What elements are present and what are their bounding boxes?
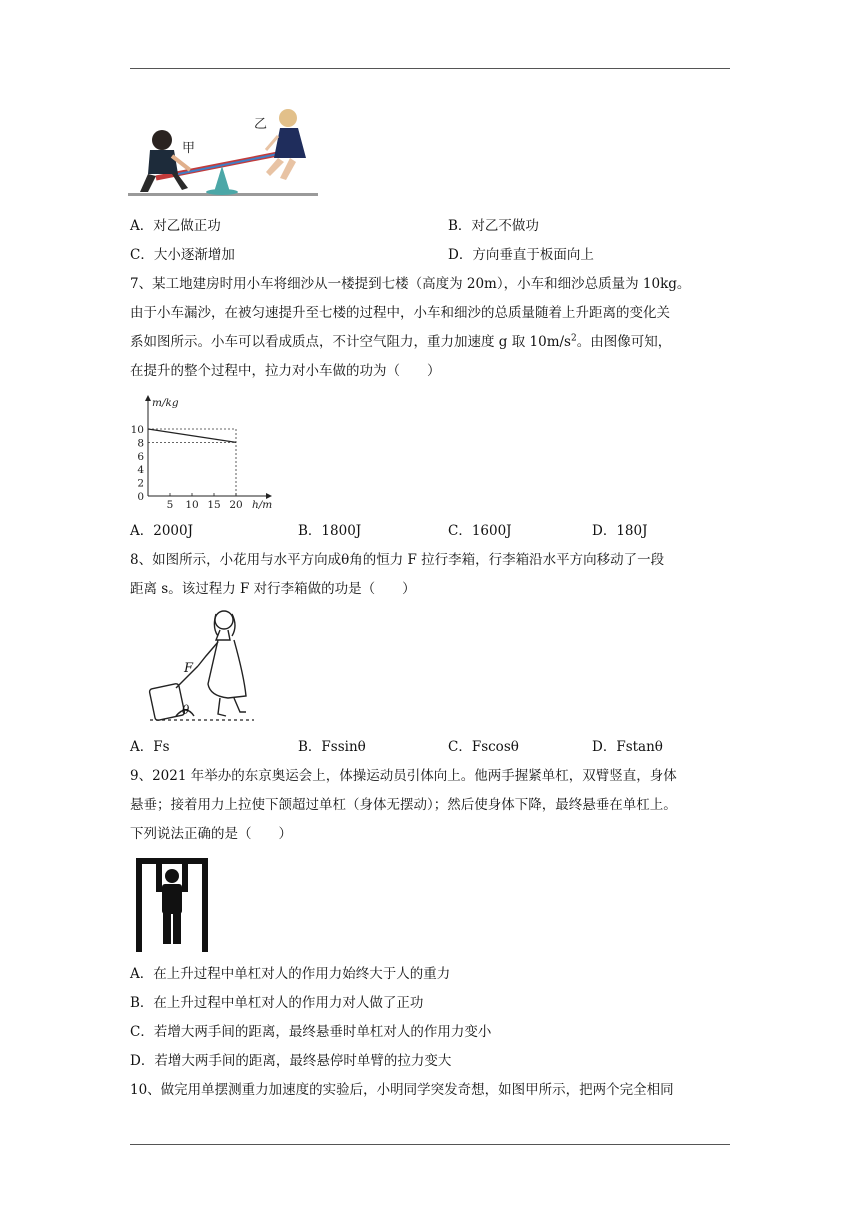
- y-tick-label: 0: [137, 491, 144, 503]
- seesaw-figure: [128, 100, 318, 200]
- q7-option-d: D．180J: [592, 523, 648, 539]
- q9-option-b: B．在上升过程中单杠对人的作用力对人做了正功: [130, 995, 424, 1011]
- q7-line-2: 由于小车漏沙，在被匀速提升至七楼的过程中，小车和细沙的总质量随着上升距离的变化关: [130, 305, 670, 321]
- y-tick-label: 4: [137, 464, 144, 477]
- q8-option-b: B．Fssinθ: [298, 739, 366, 755]
- yi-label: 乙: [254, 117, 268, 132]
- x-tick-label: 20: [229, 499, 243, 511]
- mass-height-chart: [128, 392, 278, 514]
- footer-rule: [130, 1144, 730, 1145]
- mass-series-line: [148, 429, 236, 442]
- q7-option-c: C．1600J: [448, 523, 512, 539]
- q7-superscript: 2: [570, 333, 577, 344]
- y-tick-label: 6: [137, 450, 144, 463]
- q9-line-3: 下列说法正确的是（ ）: [130, 826, 292, 842]
- q8-option-a: A．Fs: [130, 739, 170, 755]
- pullup-figure: [132, 856, 212, 952]
- force-label: F: [184, 661, 194, 676]
- x-tick-label: 5: [166, 499, 174, 511]
- y-axis-arrow: [145, 395, 151, 401]
- q9-option-c: C．若增大两手间的距离，最终悬垂时单杠对人的作用力变小: [130, 1024, 492, 1040]
- q10-line-1: 10、做完用单摆测重力加速度的实验后，小明同学突发奇想，如图甲所示，把两个完全相同: [130, 1082, 674, 1098]
- q9-option-a: A．在上升过程中单杠对人的作用力始终大于人的重力: [130, 966, 451, 982]
- q6-option-a: A．对乙做正功: [130, 218, 221, 234]
- q7-line-3: [130, 332, 671, 352]
- angle-label: θ: [182, 703, 190, 717]
- q6-option-c: C．大小逐渐增加: [130, 247, 235, 263]
- jia-label: 甲: [182, 141, 196, 156]
- header-rule: [130, 68, 730, 69]
- q7-option-b: B．1800J: [298, 523, 362, 539]
- q8-line-2: 距离 s。该过程力 F 对行李箱做的功是（ ）: [130, 581, 416, 597]
- q8-option-c: C．Fscosθ: [448, 739, 519, 755]
- y-tick-label: 8: [137, 437, 144, 450]
- q7-line-3-tail: 。由图像可知，: [576, 334, 672, 350]
- q8-line-1: 8、如图所示，小花用与水平方向成θ角的恒力 F 拉行李箱，行李箱沿水平方向移动了一段: [130, 552, 665, 568]
- y-axis-label: m/kg: [152, 397, 179, 409]
- x-axis-label: h/m: [252, 499, 273, 511]
- q7-line-1: 7、某工地建房时用小车将细沙从一楼提到七楼（高度为 20m），小车和细沙总质量为 10kg。: [130, 276, 691, 292]
- q6-option-d: D．方向垂直于板面向上: [448, 247, 594, 263]
- q8-option-d: D．Fstanθ: [592, 739, 663, 755]
- y-tick-label: 2: [137, 477, 144, 490]
- q7-line-3-text: 系如图所示。小车可以看成质点，不计空气阻力，重力加速度 g 取 10m/s: [130, 334, 571, 350]
- q7-option-a: A．2000J: [130, 523, 194, 539]
- q7-line-4: 在提升的整个过程中，拉力对小车做的功为（ ）: [130, 363, 441, 379]
- q9-line-1: 9、2021 年举办的东京奥运会上，体操运动员引体向上。他两手握紧单杠，双臂竖直，身体: [130, 768, 677, 784]
- q6-option-b: B．对乙不做功: [448, 218, 539, 234]
- suitcase-figure: [146, 606, 258, 724]
- q9-line-2: 悬垂；接着用力上拉使下颌超过单杠（身体无摆动）；然后使身体下降，最终悬垂在单杠上。: [130, 797, 677, 813]
- x-tick-label: 15: [207, 499, 221, 511]
- x-tick-label: 10: [185, 499, 199, 511]
- q9-option-d: D．若增大两手间的距离，最终悬停时单臂的拉力变大: [130, 1053, 452, 1069]
- y-tick-label: 10: [130, 424, 144, 436]
